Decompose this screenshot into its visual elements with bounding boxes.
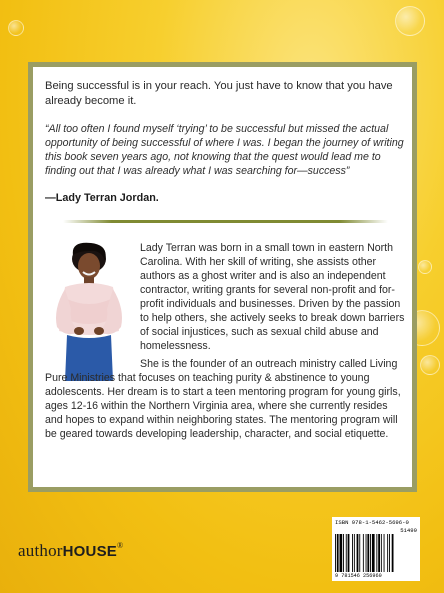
barcode-stripe (372, 534, 375, 572)
barcode-stripe (348, 534, 350, 572)
barcode-stripe (376, 534, 377, 572)
barcode-stripe (343, 534, 344, 572)
price-code: 51499 (400, 527, 417, 534)
publisher-logo (18, 541, 123, 561)
barcode-number: 9 781546 256960 (335, 573, 382, 579)
publisher-name-part1: author (18, 541, 63, 560)
author-quote: “All too often I found myself ‘trying’ to be successful but missed the actual opportunity of being successful of where I was. I began the journey of writing this book seven years ago, not knowing that the quest would lead me to finding out that I was already what I was searching for—success” (45, 123, 404, 177)
barcode-stripe (340, 534, 343, 572)
isbn-barcode (332, 517, 420, 581)
bio-second-paragraph (45, 357, 407, 441)
barcode-stripe (387, 534, 388, 572)
bio-first-paragraph: Lady Terran was born in a small town in eastern North Carolina. With her skill of writing, she assists other authors as a ghost writer and is also an independent contractor, writing grants for several non-profit and for-profit individuals and businesses. Driven by the passion to help others, she actively seeks to break down barriers of social injustices, such as sexual child abuse and homelessness. (140, 242, 405, 352)
registered-mark: ® (116, 541, 124, 550)
back-cover-text-panel (28, 62, 417, 492)
barcode-stripe (366, 534, 367, 572)
barcode-stripe (367, 534, 369, 572)
isbn-text: ISBN 978-1-5462-5696-0 (335, 519, 409, 526)
barcode-stripe (370, 534, 371, 572)
barcode-stripe (354, 534, 355, 572)
barcode-stripe (337, 534, 339, 572)
quote-attribution: —Lady Terran Jordan. (45, 192, 159, 204)
barcode-stripe (359, 534, 360, 572)
bubble-decoration (420, 355, 440, 375)
barcode-bars (335, 534, 417, 572)
bubble-decoration (8, 20, 24, 36)
barcode-stripe (357, 534, 359, 572)
divider (63, 220, 388, 223)
bio-second-text: She is the founder of an outreach ministry called Living Pure Ministries that focuses on teaching purity & abstinence to young adolescents. Her dream is to start a teen mentoring program for young girls, ages 12-16 within the Northern Virginia area, where she currently resides and hopes to expand within neighboring states. The mentoring program will be geared towards developing leadership, character, and social etiquette. (45, 358, 401, 440)
barcode-stripe (389, 534, 390, 572)
intro-paragraph: Being successful is in your reach. You just have to know that you have already become it. (45, 80, 393, 107)
barcode-stripe (392, 534, 394, 572)
barcode-stripe (384, 534, 385, 572)
barcode-stripe (378, 534, 380, 572)
bubble-decoration (418, 260, 432, 274)
bubble-decoration (395, 6, 425, 36)
barcode-stripe (335, 534, 336, 572)
barcode-stripe (352, 534, 353, 572)
barcode-stripe (346, 534, 347, 572)
barcode-stripe (381, 534, 382, 572)
barcode-stripe (363, 534, 364, 572)
publisher-name-part2: HOUSE (62, 543, 117, 560)
